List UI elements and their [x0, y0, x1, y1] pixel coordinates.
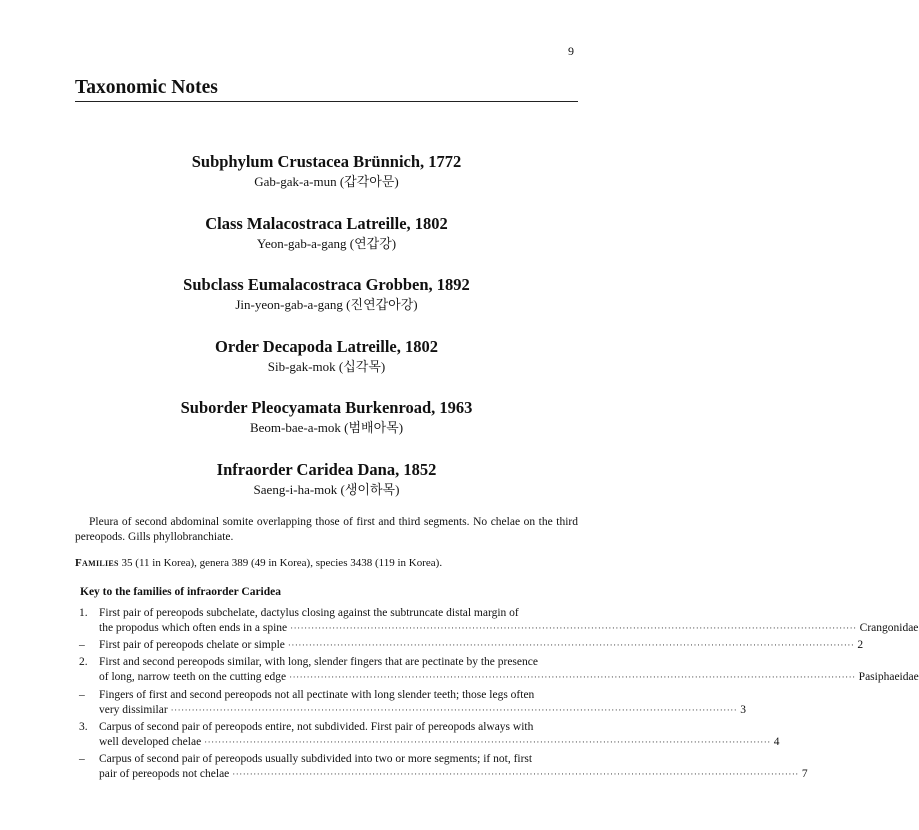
taxon-suborder [75, 398, 578, 460]
key-couplet [75, 638, 864, 653]
couplet-text: Carpus of second pair of pereopods entire, not subdivided. First pair of pereopods always with [99, 720, 534, 733]
diagnosis-paragraph: Pleura of second abdominal somite overlapping those of first and third segments. No chelae on the third pereopods. Gills phyllobranchiate. [75, 516, 578, 543]
key-couplet [75, 606, 919, 636]
section-title: Taxonomic Notes [75, 76, 578, 102]
identification-key [75, 606, 919, 784]
taxon-subphylum [75, 152, 578, 214]
taxon-name: Order Decapoda Latreille, 1802 [214, 336, 439, 356]
taxon-korean-name: Jin-yeon-gab-a-gang (진연갑아강) [235, 297, 418, 312]
taxon-name: Subclass Eumalacostraca Grobben, 1892 [183, 275, 470, 294]
couplet-text-end: very dissimilar [99, 703, 168, 716]
taxon-infraorder [75, 460, 578, 522]
couplet-result: 2 [857, 639, 864, 652]
taxon-korean-name: Gab-gak-a-mun (갑각아문) [254, 174, 399, 189]
couplet-text-end: well developed chelae [99, 735, 202, 748]
couplet-text-end: of long, narrow teeth on the cutting edge [99, 671, 287, 684]
couplet-number: 3. [79, 720, 88, 733]
couplet-result: Pasiphaeidae [858, 671, 919, 684]
taxon-korean-name: Yeon-gab-a-gang (연갑강) [256, 235, 397, 251]
couplet-text-end: the propodus which often ends in a spine [99, 622, 288, 634]
couplet-number: 1. [79, 607, 88, 619]
leader-dots [232, 767, 799, 782]
families-label: Families [75, 557, 119, 569]
couplet-result: Crangonidae [859, 622, 919, 634]
leader-dots [290, 621, 857, 636]
families-text: 35 (11 in Korea), genera 389 (49 in Korea), species 3438 (119 in Korea). [118, 557, 443, 569]
couplet-result: 3 [740, 703, 746, 716]
couplet-text: Carpus of second pair of pereopods usually subdivided into two or more segments; if not, first [99, 752, 533, 765]
page-number: 9 [568, 44, 574, 58]
couplet-text-end: First pair of pereopods chelate or simple [99, 639, 285, 652]
couplet-number: 2. [79, 656, 88, 669]
taxon-korean-name: Saeng-i-ha-mok (생이하목) [253, 481, 400, 497]
couplet-result: 7 [801, 767, 808, 780]
taxon-order [75, 337, 578, 399]
couplet-text-end: pair of pereopods not chelae [99, 767, 230, 780]
taxon-subclass [75, 275, 578, 337]
taxon-korean-name: Sib-gak-mok (십각목) [267, 358, 386, 374]
leader-dots [204, 735, 771, 750]
taxon-name: Infraorder Caridea Dana, 1852 [216, 459, 437, 479]
couplet-number: – [79, 639, 85, 652]
taxonomic-hierarchy [75, 152, 578, 521]
taxon-name: Subphylum Crustacea Brünnich, 1772 [191, 152, 462, 171]
key-couplet [75, 688, 746, 718]
couplet-text: First pair of pereopods subchelate, dactylus closing against the subtruncate distal margin of [99, 607, 519, 619]
taxon-name: Class Malacostraca Latreille, 1802 [205, 213, 448, 233]
couplet-number: – [79, 688, 85, 701]
leader-dots [171, 703, 738, 718]
couplet-text: Fingers of first and second pereopods not all pectinate with long slender teeth; those legs often [99, 688, 535, 701]
taxon-korean-name: Beom-bae-a-mok (범배아목) [249, 420, 404, 435]
families-summary [75, 556, 578, 571]
taxon-name: Suborder Pleocyamata Burkenroad, 1963 [180, 398, 473, 417]
key-title: Key to the families of infraorder Caridea [80, 586, 281, 598]
couplet-number: – [79, 752, 85, 765]
leader-dots [288, 638, 855, 653]
key-couplet [75, 720, 780, 750]
taxon-class [75, 214, 578, 276]
key-couplet [75, 752, 808, 782]
leader-dots [289, 670, 856, 685]
couplet-result: 4 [773, 735, 780, 748]
key-couplet [75, 655, 919, 685]
couplet-text: First and second pereopods similar, with long, slender fingers that are pectinate by the presence [99, 656, 538, 669]
